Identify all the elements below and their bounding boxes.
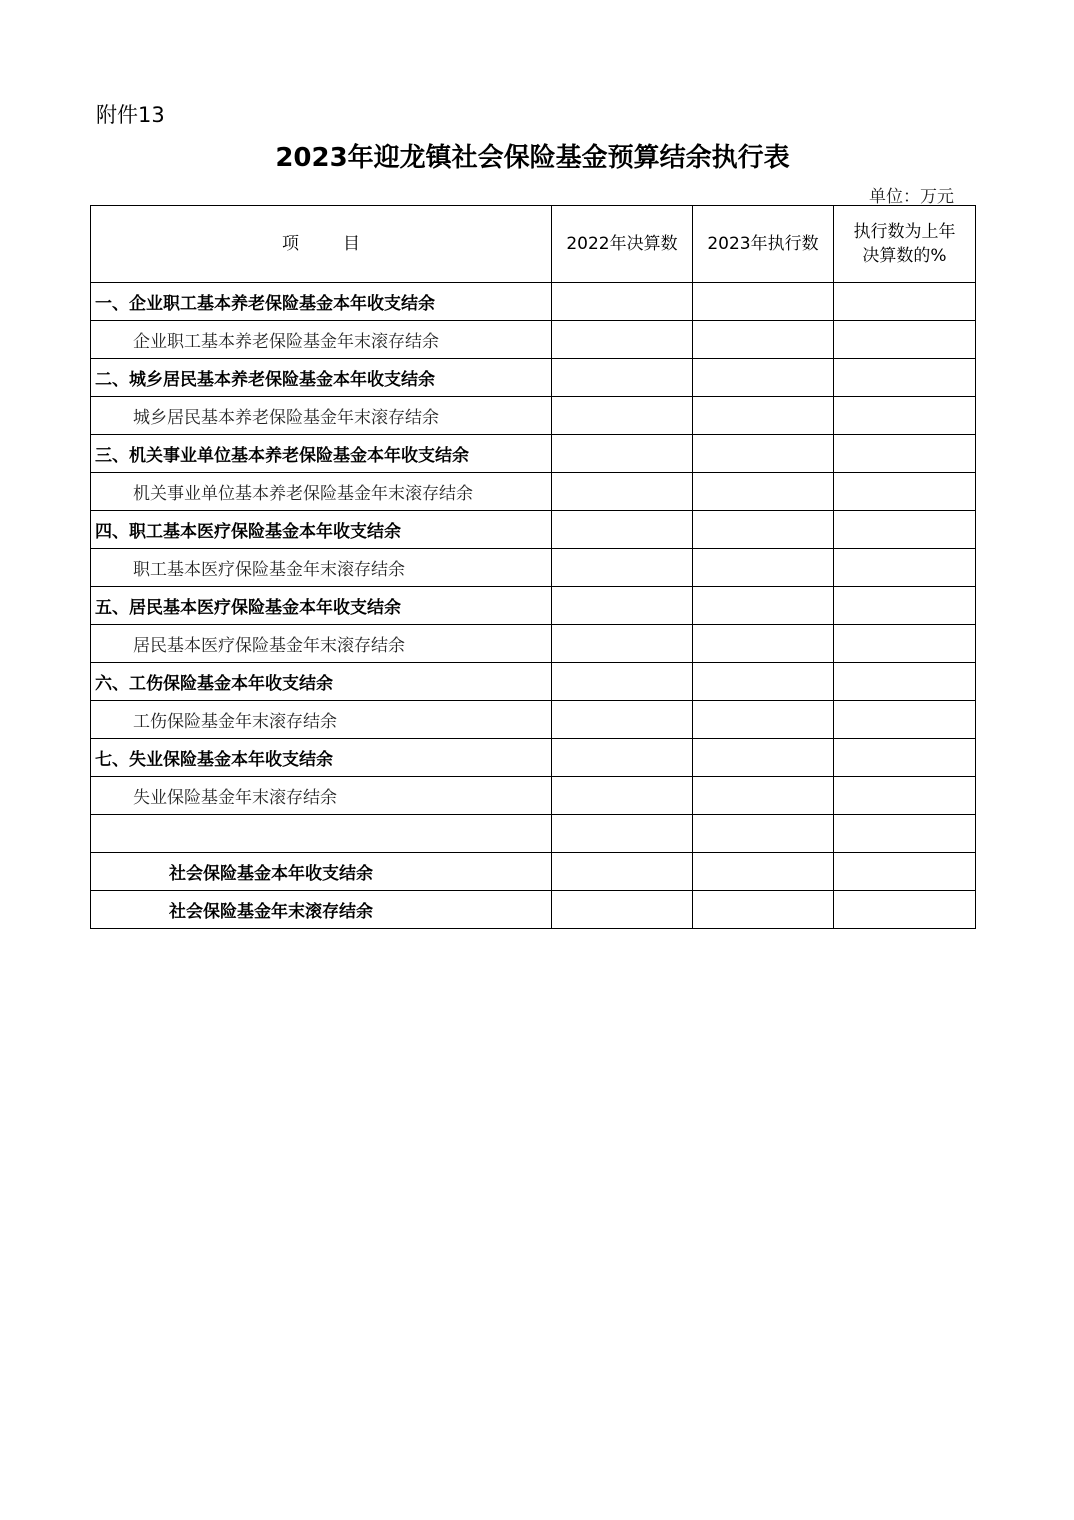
unit-label: 单位：万元 bbox=[869, 187, 954, 207]
table-row bbox=[91, 701, 976, 739]
value-2022-cell bbox=[552, 701, 693, 739]
table-row bbox=[91, 397, 976, 435]
value-2023-cell bbox=[693, 815, 834, 853]
value-percent-cell bbox=[834, 701, 976, 739]
value-2022-cell bbox=[552, 321, 693, 359]
row-label: 二、城乡居民基本养老保险基金本年收支结余 bbox=[91, 359, 552, 397]
value-percent-cell bbox=[834, 283, 976, 321]
header-item-b: 目 bbox=[343, 234, 360, 254]
header-percent bbox=[834, 206, 976, 283]
value-2022-cell bbox=[552, 283, 693, 321]
value-2023-cell bbox=[693, 321, 834, 359]
value-2022-cell bbox=[552, 625, 693, 663]
row-label: 五、居民基本医疗保险基金本年收支结余 bbox=[91, 587, 552, 625]
value-2023-cell bbox=[693, 435, 834, 473]
value-2022-cell bbox=[552, 511, 693, 549]
value-2023-cell bbox=[693, 701, 834, 739]
row-label: 城乡居民基本养老保险基金年末滚存结余 bbox=[91, 397, 552, 435]
value-2022-cell bbox=[552, 815, 693, 853]
table-row bbox=[91, 815, 976, 853]
value-percent-cell bbox=[834, 891, 976, 929]
value-2022-cell bbox=[552, 435, 693, 473]
value-percent-cell bbox=[834, 815, 976, 853]
value-percent-cell bbox=[834, 587, 976, 625]
value-percent-cell bbox=[834, 435, 976, 473]
header-percent-line2: 决算数的% bbox=[862, 246, 947, 266]
value-percent-cell bbox=[834, 359, 976, 397]
table-row bbox=[91, 321, 976, 359]
budget-table bbox=[90, 205, 976, 929]
value-percent-cell bbox=[834, 853, 976, 891]
value-percent-cell bbox=[834, 473, 976, 511]
row-label: 居民基本医疗保险基金年末滚存结余 bbox=[91, 625, 552, 663]
value-2023-cell bbox=[693, 549, 834, 587]
value-2023-cell bbox=[693, 777, 834, 815]
value-2022-cell bbox=[552, 397, 693, 435]
value-2023-cell bbox=[693, 511, 834, 549]
table-header-row bbox=[91, 206, 976, 283]
header-2022-final: 2022年决算数 bbox=[552, 206, 693, 283]
row-label: 七、失业保险基金本年收支结余 bbox=[91, 739, 552, 777]
value-2022-cell bbox=[552, 777, 693, 815]
row-label: 社会保险基金本年收支结余 bbox=[91, 853, 552, 891]
header-item-a: 项 bbox=[282, 234, 299, 254]
value-2022-cell bbox=[552, 853, 693, 891]
row-label: 四、职工基本医疗保险基金本年收支结余 bbox=[91, 511, 552, 549]
table-row bbox=[91, 777, 976, 815]
value-2023-cell bbox=[693, 625, 834, 663]
value-2022-cell bbox=[552, 359, 693, 397]
value-percent-cell bbox=[834, 663, 976, 701]
value-2023-cell bbox=[693, 853, 834, 891]
value-percent-cell bbox=[834, 549, 976, 587]
value-2023-cell bbox=[693, 473, 834, 511]
value-2022-cell bbox=[552, 739, 693, 777]
table-row bbox=[91, 283, 976, 321]
row-label: 一、企业职工基本养老保险基金本年收支结余 bbox=[91, 283, 552, 321]
table-row bbox=[91, 625, 976, 663]
table-row bbox=[91, 549, 976, 587]
value-percent-cell bbox=[834, 397, 976, 435]
header-percent-line1: 执行数为上年 bbox=[853, 222, 956, 242]
table-row bbox=[91, 891, 976, 929]
page-title: 2023年迎龙镇社会保险基金预算结余执行表 bbox=[275, 143, 790, 173]
row-label: 社会保险基金年末滚存结余 bbox=[91, 891, 552, 929]
row-label: 工伤保险基金年末滚存结余 bbox=[91, 701, 552, 739]
table-row bbox=[91, 739, 976, 777]
row-label: 企业职工基本养老保险基金年末滚存结余 bbox=[91, 321, 552, 359]
value-2023-cell bbox=[693, 359, 834, 397]
value-percent-cell bbox=[834, 625, 976, 663]
header-item bbox=[91, 206, 552, 283]
value-2022-cell bbox=[552, 663, 693, 701]
row-label: 机关事业单位基本养老保险基金年末滚存结余 bbox=[91, 473, 552, 511]
row-label: 职工基本医疗保险基金年末滚存结余 bbox=[91, 549, 552, 587]
value-2022-cell bbox=[552, 549, 693, 587]
row-label bbox=[91, 815, 552, 853]
header-2023-exec: 2023年执行数 bbox=[693, 206, 834, 283]
table-row bbox=[91, 511, 976, 549]
value-2023-cell bbox=[693, 283, 834, 321]
table-row bbox=[91, 473, 976, 511]
value-2023-cell bbox=[693, 397, 834, 435]
row-label: 失业保险基金年末滚存结余 bbox=[91, 777, 552, 815]
value-2022-cell bbox=[552, 891, 693, 929]
value-2023-cell bbox=[693, 663, 834, 701]
value-percent-cell bbox=[834, 777, 976, 815]
value-2023-cell bbox=[693, 739, 834, 777]
value-2022-cell bbox=[552, 587, 693, 625]
table-row bbox=[91, 663, 976, 701]
value-percent-cell bbox=[834, 511, 976, 549]
value-2023-cell bbox=[693, 891, 834, 929]
value-2023-cell bbox=[693, 587, 834, 625]
table-row bbox=[91, 359, 976, 397]
table-row bbox=[91, 435, 976, 473]
attachment-label: 附件13 bbox=[96, 103, 165, 127]
row-label: 三、机关事业单位基本养老保险基金本年收支结余 bbox=[91, 435, 552, 473]
table-row bbox=[91, 587, 976, 625]
table-row bbox=[91, 853, 976, 891]
value-2022-cell bbox=[552, 473, 693, 511]
value-percent-cell bbox=[834, 739, 976, 777]
value-percent-cell bbox=[834, 321, 976, 359]
row-label: 六、工伤保险基金本年收支结余 bbox=[91, 663, 552, 701]
